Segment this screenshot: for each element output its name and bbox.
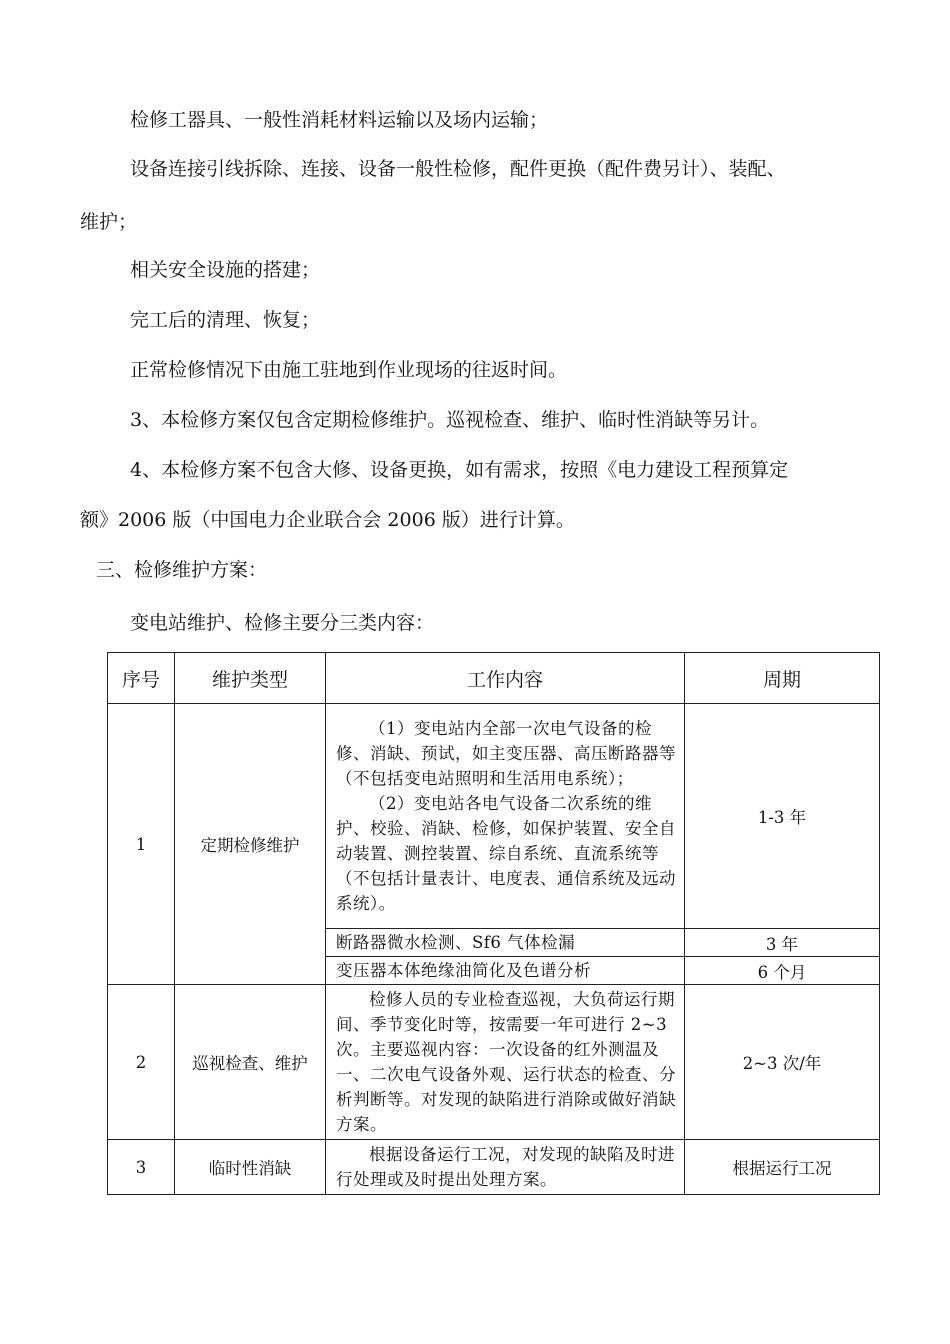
work-content: 根据设备运行工况，对发现的缺陷及时进行处理或及时提出处理方案。 bbox=[326, 1140, 685, 1195]
period: 根据运行工况 bbox=[685, 1140, 880, 1195]
header-content: 工作内容 bbox=[326, 653, 685, 704]
work-content: 检修人员的专业检查巡视，大负荷运行期间、季节变化时等，按需要一年可进行 2~3 次。主要巡视内容：一次设备的红外测温及一、二次电气设备外观、运行状态的检查、分析判断等。对发现的缺陷进行消除或做好消缺方案。 bbox=[326, 985, 685, 1140]
maintenance-table bbox=[107, 652, 880, 1195]
period: 2~3 次/年 bbox=[685, 985, 880, 1140]
table-row bbox=[108, 704, 880, 929]
table-header-row bbox=[108, 653, 880, 704]
maintenance-type: 临时性消缺 bbox=[175, 1140, 326, 1195]
text-line: 额》2006 版（中国电力企业联合会 2006 版）进行计算。 bbox=[80, 509, 575, 531]
header-no: 序号 bbox=[108, 653, 175, 704]
work-item: （1）变电站内全部一次电气设备的检修、消缺、预试，如主变压器、高压断路器等（不包括变电站照明和生活用电系统）； bbox=[336, 719, 676, 788]
text-line: 正常检修情况下由施工驻地到作业现场的往返时间。 bbox=[130, 359, 568, 381]
text-line: 检修工器具、一般性消耗材料运输以及场内运输； bbox=[130, 109, 549, 131]
period: 3 年 bbox=[685, 929, 880, 957]
period: 6 个月 bbox=[685, 957, 880, 985]
table-row bbox=[108, 985, 880, 1140]
work-content: 断路器微水检测、Sf6 气体检漏 bbox=[326, 929, 685, 957]
text-line: 相关安全设施的搭建； bbox=[130, 259, 321, 281]
text-line: 完工后的清理、恢复； bbox=[130, 309, 321, 331]
header-period: 周期 bbox=[685, 653, 880, 704]
table-row bbox=[108, 1140, 880, 1195]
work-item: （2）变电站各电气设备二次系统的维护、校验、消缺、检修，如保护装置、安全自动装置、测控装置、综自系统、直流系统等（不包括计量表计、电度表、通信系统及远动系统）。 bbox=[336, 794, 676, 913]
row-number: 3 bbox=[108, 1140, 175, 1195]
header-type: 维护类型 bbox=[175, 653, 326, 704]
text-line: 维护； bbox=[80, 211, 138, 233]
maintenance-type: 定期检修维护 bbox=[175, 704, 326, 985]
text-line: 3、本检修方案仅包含定期检修维护。巡视检查、维护、临时性消缺等另计。 bbox=[130, 409, 770, 431]
work-content bbox=[326, 704, 685, 929]
text-line: 4、本检修方案不包含大修、设备更换，如有需求，按照《电力建设工程预算定 bbox=[130, 459, 789, 481]
row-number: 2 bbox=[108, 985, 175, 1140]
maintenance-type: 巡视检查、维护 bbox=[175, 985, 326, 1140]
text-line: 设备连接引线拆除、连接、设备一般性检修，配件更换（配件费另计）、装配、 bbox=[130, 158, 786, 180]
work-content: 变压器本体绝缘油简化及色谱分析 bbox=[326, 957, 685, 985]
row-number: 1 bbox=[108, 704, 175, 985]
period: 1-3 年 bbox=[685, 704, 880, 929]
